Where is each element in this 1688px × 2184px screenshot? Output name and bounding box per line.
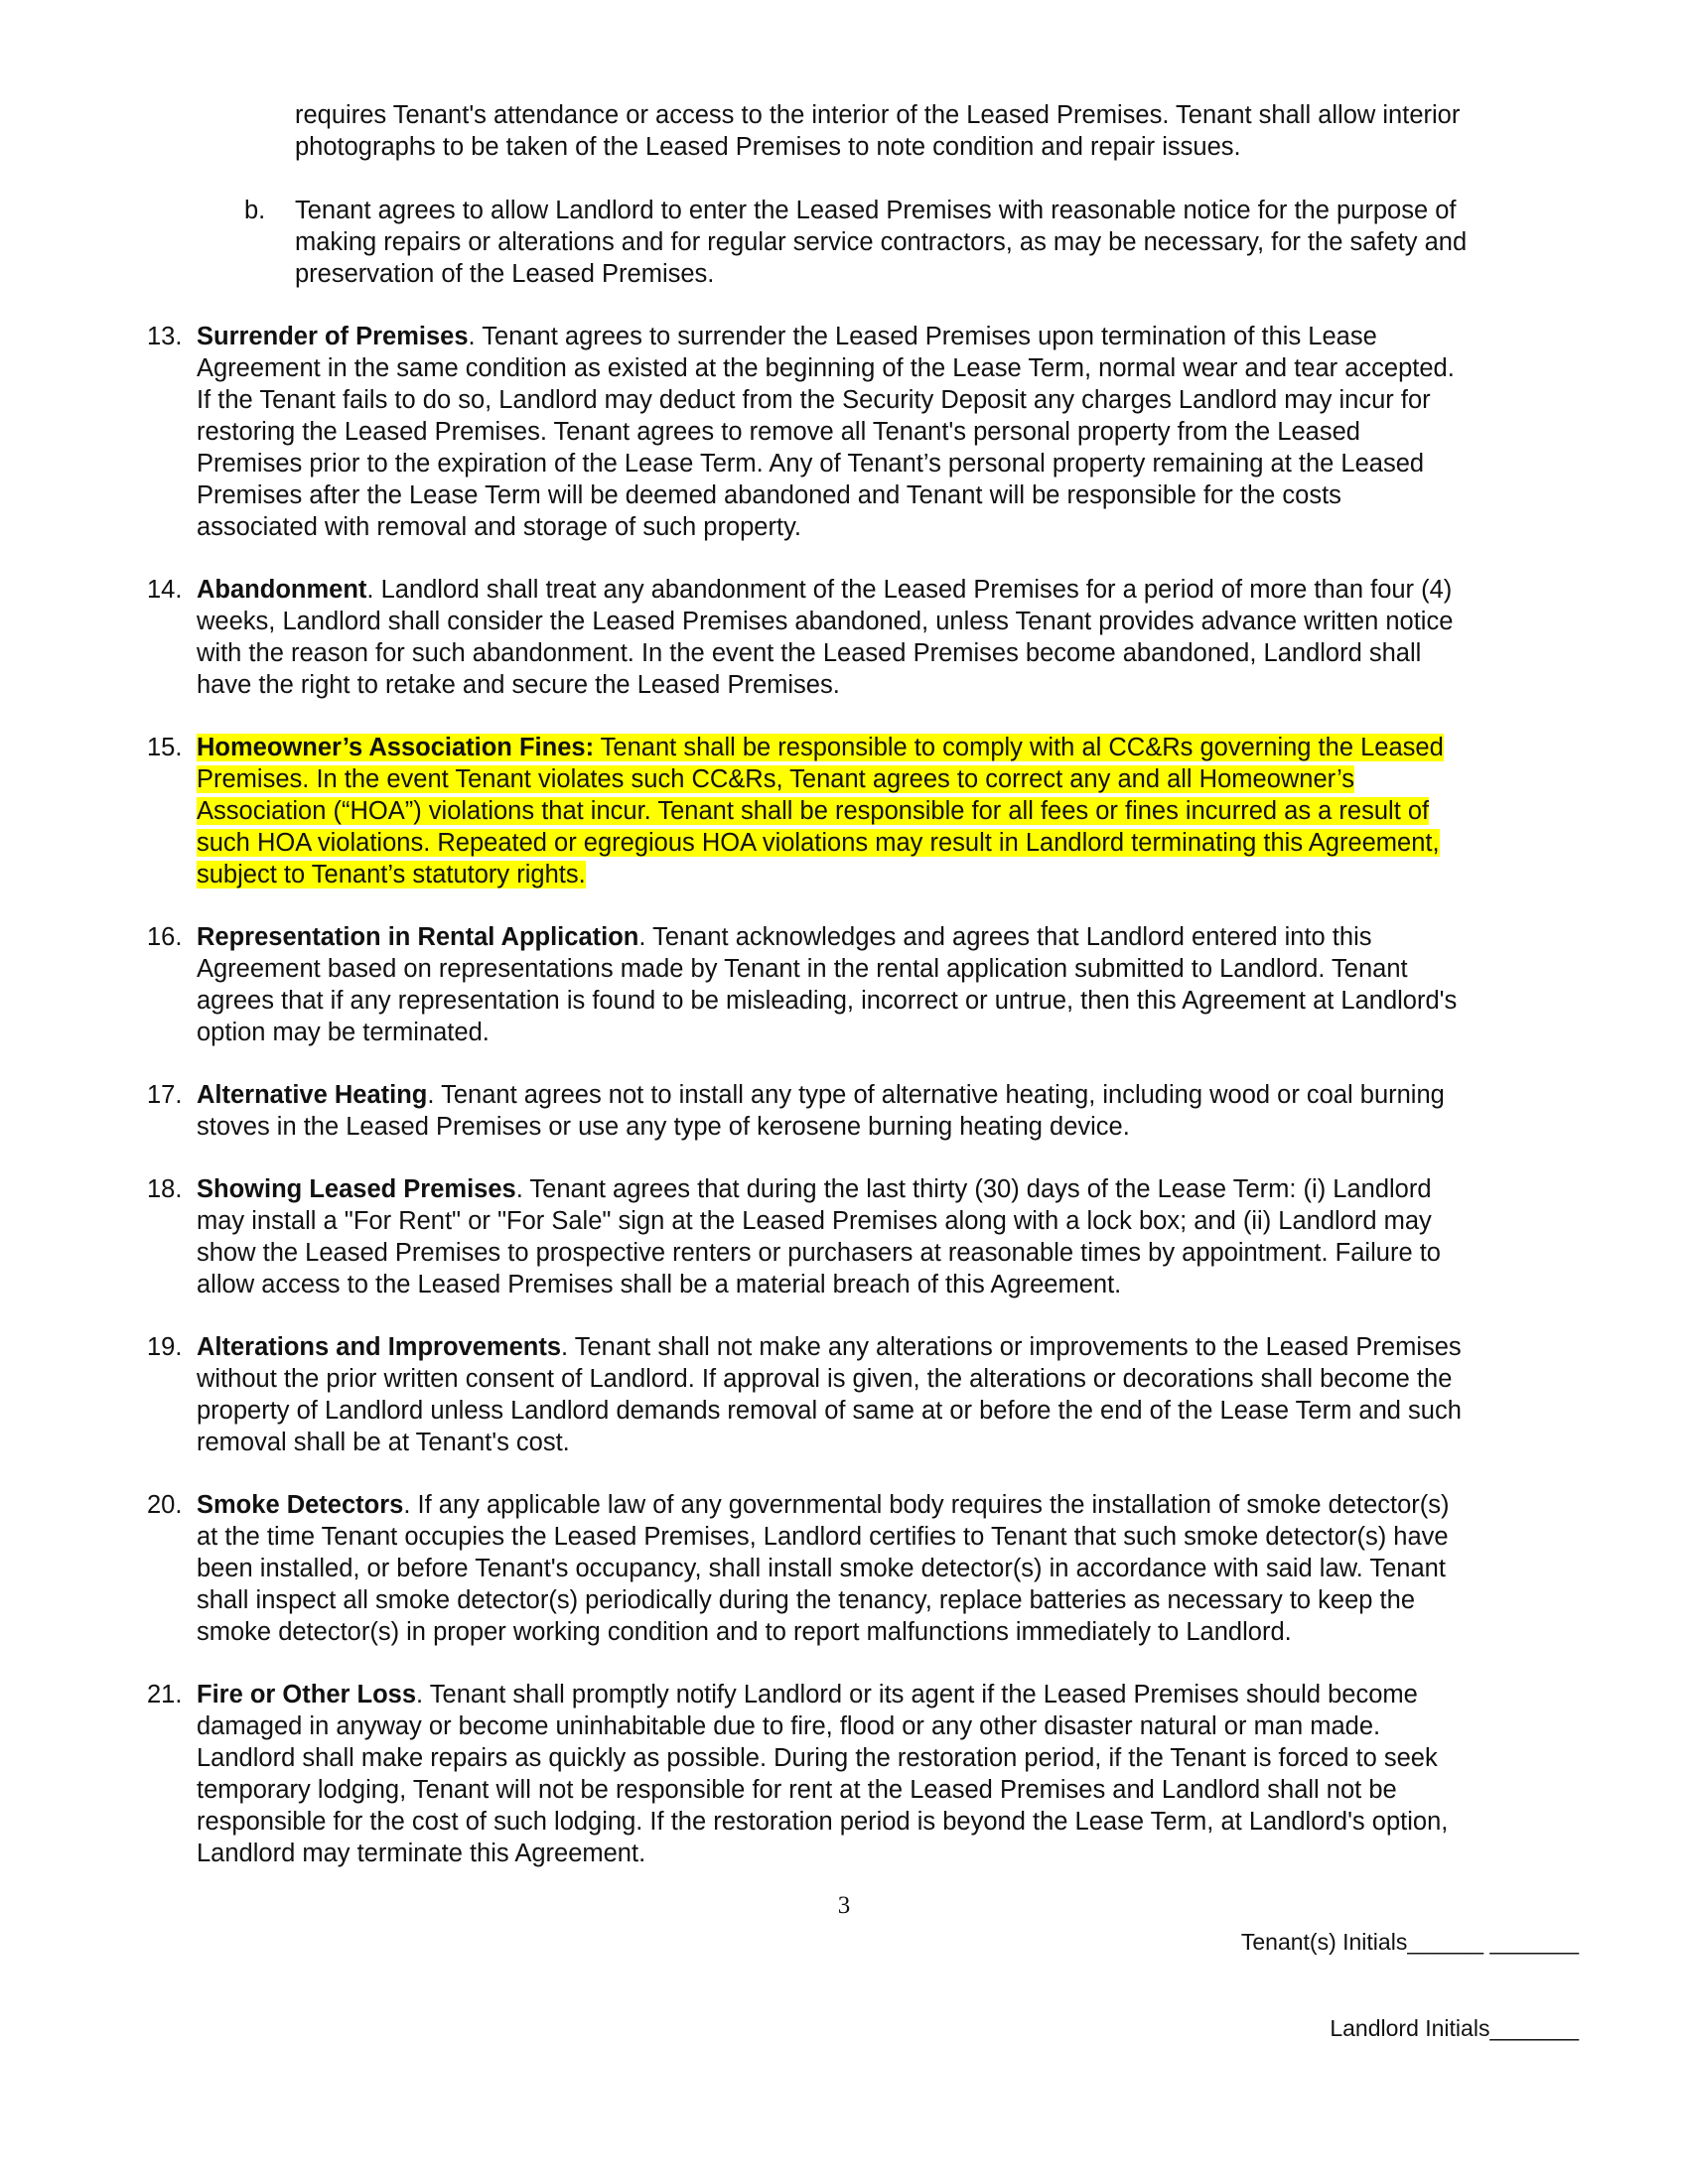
section-18	[147, 1173, 1589, 1300]
section-line: Agreement in the same condition as existed at the beginning of the Lease Term, normal wear and tear accepted.	[197, 354, 1455, 382]
section-title: Homeowner’s Association Fines:	[197, 734, 595, 761]
section-line: such HOA violations. Repeated or egregious HOA violations may result in Landlord terminating this Agreement,	[197, 829, 1440, 857]
continuation-paragraph	[295, 99, 1586, 163]
section-number: 18.	[147, 1175, 183, 1203]
subitem-marker: b.	[244, 197, 266, 224]
subitem-line: preservation of the Leased Premises.	[295, 260, 715, 288]
section-17	[147, 1079, 1589, 1143]
section-line: . Tenant agrees to surrender the Leased Premises upon termination of this Lease	[468, 323, 1377, 350]
section-line: may install a "For Rent" or "For Sale" sign at the Leased Premises along with a lock box; and (ii) Landlord may	[197, 1207, 1432, 1235]
subitem-line: making repairs or alterations and for regular service contractors, as may be necessary, for the safety and	[295, 228, 1468, 256]
section-line: weeks, Landlord shall consider the Leased Premises abandoned, unless Tenant provides advance written notice	[197, 608, 1454, 635]
tenant-initials-line: Tenant(s) Initials______ _______	[1240, 1929, 1579, 1955]
section-line: without the prior written consent of Landlord. If approval is given, the alterations or decorations shall become the	[197, 1365, 1453, 1393]
section-number: 21.	[147, 1681, 183, 1708]
section-line: option may be terminated.	[197, 1019, 490, 1046]
continuation-line: photographs to be taken of the Leased Premises to note condition and repair issues.	[295, 133, 1241, 161]
section-line: . Tenant agrees not to install any type of alternative heating, including wood or coal burning	[427, 1081, 1445, 1109]
section-number: 13.	[147, 323, 183, 350]
section-line: smoke detector(s) in proper working condition and to report malfunctions immediately to Landlord.	[197, 1618, 1292, 1646]
section-line: Premises. In the event Tenant violates such CC&Rs, Tenant agrees to correct any and all Homeowner’s	[197, 765, 1355, 793]
section-title: Alterations and Improvements	[197, 1333, 561, 1361]
section-line: . Landlord shall treat any abandonment of the Leased Premises for a period of more than four (4)	[366, 576, 1453, 604]
section-line: . Tenant shall not make any alterations or improvements to the Leased Premises	[561, 1333, 1462, 1361]
section-line: stoves in the Leased Premises or use any type of kerosene burning heating device.	[197, 1113, 1130, 1141]
section-line: property of Landlord unless Landlord demands removal of same at or before the end of the Lease Term and such	[197, 1397, 1462, 1425]
section-title: Showing Leased Premises	[197, 1175, 516, 1203]
section-title: Abandonment	[197, 576, 367, 604]
section-line: Premises after the Lease Term will be deemed abandoned and Tenant will be responsible for the costs	[197, 481, 1341, 509]
section-title: Representation in Rental Application	[197, 923, 639, 951]
section-16	[147, 921, 1589, 1048]
continuation-line: requires Tenant's attendance or access to the interior of the Leased Premises. Tenant shall allow interior	[295, 101, 1461, 129]
section-title: Smoke Detectors	[197, 1491, 404, 1519]
section-title: Surrender of Premises	[197, 323, 469, 350]
section-20	[147, 1489, 1589, 1648]
section-line: Landlord may terminate this Agreement.	[197, 1840, 646, 1867]
section-line: damaged in anyway or become uninhabitable due to fire, flood or any other disaster natural or man made.	[197, 1712, 1381, 1740]
section-line: Tenant shall be responsible to comply with al CC&Rs governing the Leased	[594, 734, 1444, 761]
section-number: 19.	[147, 1333, 183, 1361]
page-number: 3	[837, 1892, 851, 1919]
section-line: with the reason for such abandonment. In the event the Leased Premises become abandoned, Landlord shall	[197, 639, 1422, 667]
section-title: Fire or Other Loss	[197, 1681, 417, 1708]
section-line: have the right to retake and secure the Leased Premises.	[197, 671, 840, 699]
section-19	[147, 1331, 1589, 1458]
section-line: allow access to the Leased Premises shall be a material breach of this Agreement.	[197, 1271, 1122, 1298]
section-line: Landlord shall make repairs as quickly as possible. During the restoration period, if the Tenant is forced to seek	[197, 1744, 1438, 1772]
section-14	[147, 574, 1589, 701]
section-21	[147, 1679, 1589, 1869]
section-13	[147, 321, 1589, 543]
section-line: Premises prior to the expiration of the Lease Term. Any of Tenant’s personal property remaining at the Leased	[197, 450, 1425, 478]
section-line: subject to Tenant’s statutory rights.	[197, 861, 586, 888]
section-number: 14.	[147, 576, 183, 604]
section-number: 15.	[147, 734, 183, 761]
section-number: 20.	[147, 1491, 183, 1519]
section-15	[147, 732, 1589, 890]
section-line: associated with removal and storage of such property.	[197, 513, 802, 541]
section-title: Alternative Heating	[197, 1081, 428, 1109]
section-line: been installed, or before Tenant's occupancy, shall install smoke detector(s) in accordance with said law. Tenant	[197, 1555, 1446, 1582]
section-line: Association (“HOA”) violations that incur. Tenant shall be responsible for all fees or fines incurred as a result of	[197, 797, 1430, 825]
section-line: at the time Tenant occupies the Leased Premises, Landlord certifies to Tenant that such smoke detector(s) have	[197, 1523, 1449, 1551]
section-line: shall inspect all smoke detector(s) periodically during the tenancy, replace batteries as necessary to keep the	[197, 1586, 1416, 1614]
section-number: 17.	[147, 1081, 183, 1109]
section-line: show the Leased Premises to prospective renters or purchasers at reasonable times by appointment. Failure to	[197, 1239, 1441, 1267]
section-line: temporary lodging, Tenant will not be responsible for rent at the Leased Premises and Landlord shall not be	[197, 1776, 1397, 1804]
section-line: restoring the Leased Premises. Tenant agrees to remove all Tenant's personal property from the Leased	[197, 418, 1360, 446]
section-line: agrees that if any representation is found to be misleading, incorrect or untrue, then this Agreement at Landlord's	[197, 987, 1458, 1015]
section-line: . Tenant acknowledges and agrees that Landlord entered into this	[638, 923, 1372, 951]
section-number: 16.	[147, 923, 183, 951]
section-line: removal shall be at Tenant's cost.	[197, 1429, 570, 1456]
section-line: Agreement based on representations made by Tenant in the rental application submitted to Landlord. Tenant	[197, 955, 1408, 983]
section-line: . If any applicable law of any governmental body requires the installation of smoke detector(s)	[403, 1491, 1450, 1519]
section-line: . Tenant agrees that during the last thirty (30) days of the Lease Term: (i) Landlord	[515, 1175, 1432, 1203]
section-line: . Tenant shall promptly notify Landlord or its agent if the Leased Premises should become	[416, 1681, 1418, 1708]
subitem-line: Tenant agrees to allow Landlord to enter the Leased Premises with reasonable notice for the purpose of	[295, 197, 1457, 224]
landlord-initials-line: Landlord Initials_______	[1330, 2015, 1579, 2041]
subitem-b-paragraph	[295, 195, 1586, 290]
section-line: responsible for the cost of such lodging. If the restoration period is beyond the Lease Term, at Landlord's option,	[197, 1808, 1449, 1836]
section-line: If the Tenant fails to do so, Landlord may deduct from the Security Deposit any charges Landlord may incur for	[197, 386, 1431, 414]
